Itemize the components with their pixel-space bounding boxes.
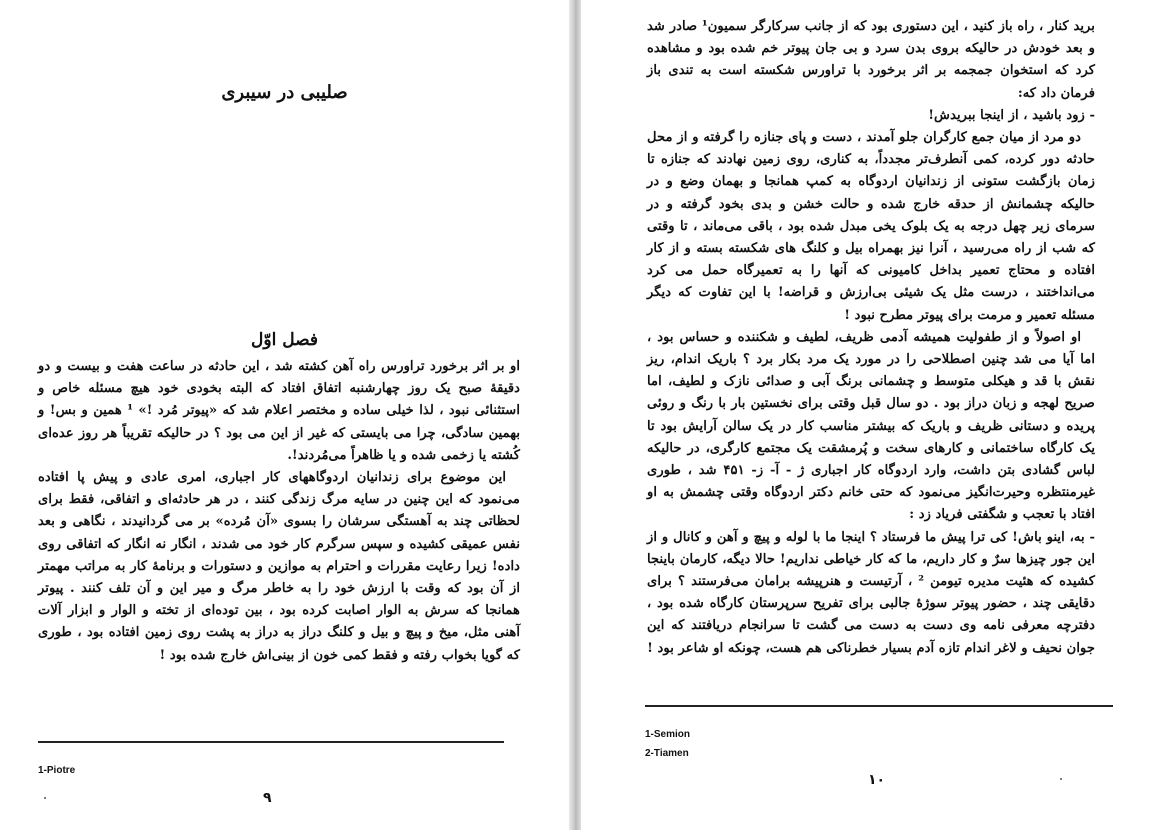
paragraph: برید کنار ، راه باز کنید ، این دستوری بود که از جانب سرکارگر سمیون¹ صادر شد و بعد خودش در حالیکه بروی بدن سرد و بی جان پیوتر خم شده بود و مشاهده کرد که استخوان جمجمه بر اثر برخورد با تراورس شکسته است به تندی باز فرمان داد که: bbox=[647, 19, 1095, 101]
left-page bbox=[0, 0, 569, 830]
paragraph: این موضوع برای زندانیان اردوگاههای کار اجباری، امری عادی و پیش پا افتاده می‌نمود که این چنین در سایه مرگ زندگی کنند ، در هر حادثه‌ای و اتفاقی، فقط برای لحظاتی چند به آهستگی سرشان را بسوی «آن مُرده» بر می گردانیدند ، نگاهی و بعد نفس عمیقی کشیده و سپس سرگرم کار خود می شدند ، انگار نه انگار که اتفاقی روی داده! زیرا رعایت مقررات و احترام به موازین و دستورات و برنامهٔ کار به مراتب مهمتر از آن بود که وقت با ارزش خود را به خاطر مرگ و میر این و آن تلف کنند . پیوتر همانجا که سرش به الوار اصابت کرده بود ، بین توده‌ای از تخته و الوار و ابزار آلات آهنی مثل، میخ و پیچ و بیل و کلنگ دراز به دراز به پشت روی زمین افتاده بود ، طوری که گویا بخواب رفته و فقط کمی خون از بینی‌اش خارج شده بود ! bbox=[38, 470, 520, 663]
footnote-rule bbox=[645, 705, 1113, 707]
book-title: صلیبی در سیبری bbox=[221, 82, 348, 103]
page-number: ۹ bbox=[263, 790, 272, 806]
paragraph: او بر اثر برخورد تراورس راه آهن کشته شد ، این حادثه در ساعت هفت و بیست و دو دقیقهٔ صبح یک روز چهارشنبه اتفاق افتاد که البته بخودی خود هیچ مسئله خاص و استثنائی نبود ، لذا خیلی ساده و مختصر اعلام شد که «پیوتر مُرد !» ¹ همین و بس! و بهمین سادگی، چرا می بایستی که غیر از این می بود ؟ در حالیکه تقریباً هر روز عده‌ای کُشته یا زخمی شده و یا ظاهراً می‌مُردند!. bbox=[38, 359, 520, 463]
right-page bbox=[581, 0, 1162, 830]
paragraph: - زود باشید ، از اینجا ببریدش! bbox=[928, 107, 1095, 123]
footnote-rule bbox=[38, 741, 504, 743]
scan-speck bbox=[1060, 778, 1062, 780]
footnote: 1-Piotre bbox=[38, 765, 76, 776]
paragraph: او اصولاً و از طفولیت همیشه آدمی ظریف، لطیف و شکننده و حساس بود ، اما آیا می شد چنین اصطلاحی را در مورد یک مرد بکار برد ؟ باریک اندام، ریز نقش با قد و هیکلی متوسط و چشمانی برنگ آبی و صدائی نازک و لطیف، اما صریح لهجه و زبان دراز بود . دو سال قبل وقتی برای نخستین بار با رنگ و روئی پریده و دستانی ظریف و باریک که بیشتر مناسب کار در یک سالن آرایش بود تا یک کارگاه ساختمانی و کارهای سخت و پُرمشقت یک مجتمع کارگری، در حالیکه لباس گشادی بتن داشت، وارد اردوگاه کار اجباری ژ - آ- ز- ۴۵۱ شد ، طوری غیرمنتظره وحیرت‌انگیز می‌نمود که حتی خانم دکتر اردوگاه وقتی چشمش به او افتاد با تعجب و شگفتی فریاد زد : bbox=[647, 329, 1095, 523]
paragraph: دو مرد از میان جمع کارگران جلو آمدند ، دست و پای جنازه را گرفته و از محل حادثه دور کرده، کمی آنطرف‌تر مجدداً، به کناری، روی زمین نهادند که جنازه تا زمان بازگشت ستونی از زندانیان اردوگاه به کمپ همانجا و بهمان وضع و در حالیکه چشمانش از حدقه خارج شده و حالت خشن و بدی بخود گرفته و در سرمای زیر چهل درجه به یک بلوک یخی مبدل شده بود ، باقی می‌ماند ، تا وقتی که شب از راه می‌رسید ، آنرا نیز بهمراه بیل و کلنگ های شکسته بسته و از کار افتاده و محتاج تعمیر بداخل کامیونی که آنها را به تعمیرگاه حمل می کرد می‌انداختند ، درست مثل یک شیئی بی‌ارزش و قراضه! با این تفاوت که دیگر مسئله تعمیر و مرمت برای پیوتر مطرح نبود ! bbox=[647, 130, 1095, 323]
chapter-title: فصل اوّل bbox=[251, 330, 318, 350]
page-number: ۱۰ bbox=[868, 772, 886, 788]
left-page-body bbox=[38, 356, 520, 667]
right-page-body bbox=[647, 16, 1095, 660]
scan-speck bbox=[44, 797, 46, 799]
book-gutter bbox=[569, 0, 581, 830]
footnote: 1-Semion bbox=[645, 729, 691, 740]
footnote: 2-Tiamen bbox=[645, 748, 689, 759]
paragraph: - به، اینو باش! کی ترا پیش ما فرستاد ؟ اینجا ما با لوله و پیچ و آهن و کانال و از این جور چیزها سرٌ و کار داریم، ما که کار خیاطی نداریم! حالا دیگه، کارمان باینجا کشیده که هئیت مدیره تیومن ² ، آرتیست و هنرپیشه برامان می‌فرستند ؟ برای دقایقی چند ، حضور پیوتر سوژهٔ جالبی برای تفریح سرپرستان کارگاه شده بود ، دفترچه معرفی نامه وی دست به دست می گشت تا سرانجام دریافتند که این جوان نحیف و لاغر اندام تازه آدم بسیار خطرناکی هم هست، چونکه او شاعر بود ! bbox=[647, 529, 1095, 656]
